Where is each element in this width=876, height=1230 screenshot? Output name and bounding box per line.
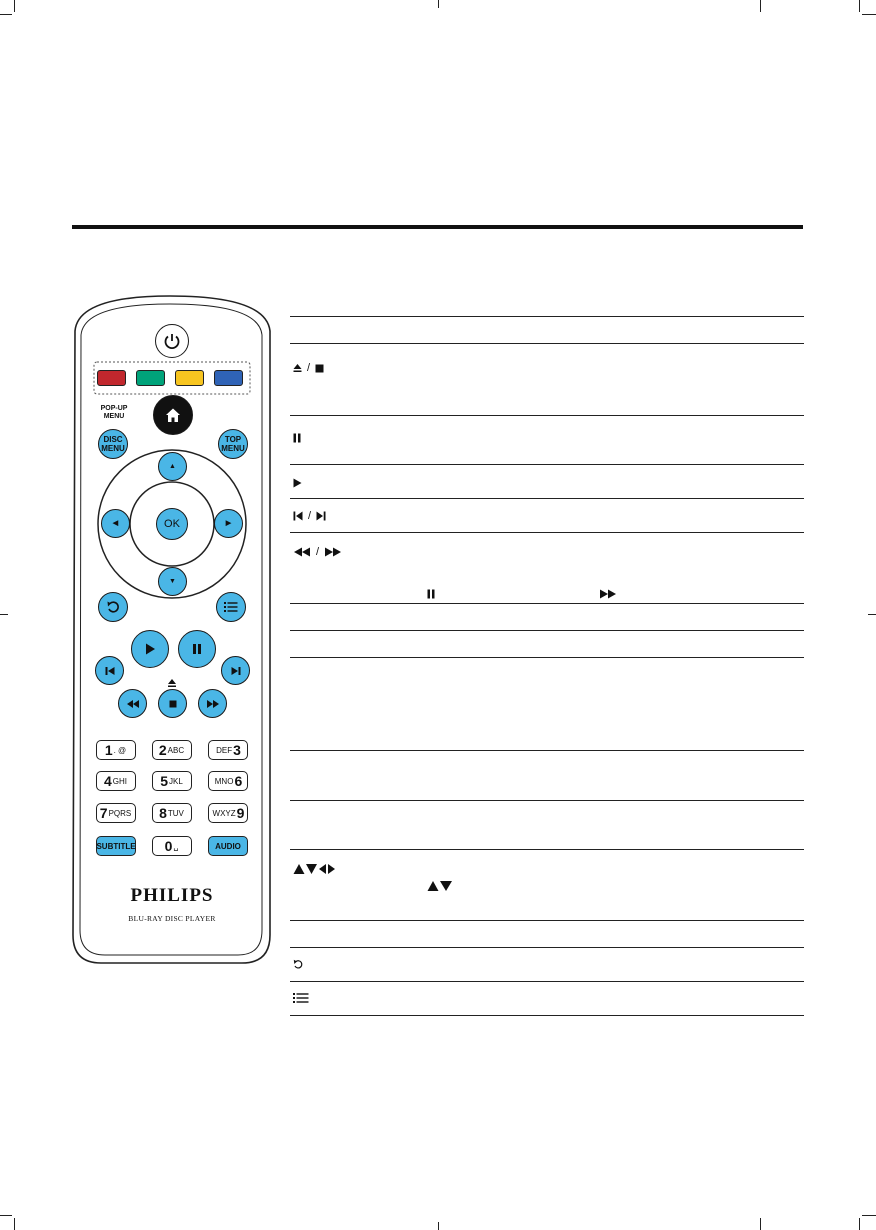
inline-fast-forward-icon [599,586,617,604]
letters-label: ABC [167,745,185,755]
nav-right-button[interactable]: ▶ [214,509,243,538]
home-icon [164,406,182,424]
digit-label: 4 [103,773,112,789]
red-button[interactable] [97,370,126,386]
options-icon [224,601,238,613]
home-button[interactable] [153,395,193,435]
table-rule [290,981,804,982]
next-icon [316,511,326,521]
inline-up-down-icon [427,879,453,897]
digit-label: 7 [99,805,108,821]
digit-label: 3 [233,742,241,758]
row-rewind-forward [293,545,342,559]
brand-logo: PHILIPS [130,885,214,906]
play-icon [293,478,302,488]
digit-4-button[interactable] [96,771,136,791]
table-rule [290,343,804,344]
digit-5-button[interactable] [152,771,192,791]
green-button[interactable] [136,370,165,386]
previous-icon [104,665,116,677]
power-icon [163,332,181,350]
disc-menu-button[interactable]: DISC MENU [98,429,128,459]
popup-menu-label: POP-UP MENU [100,405,128,420]
pause-button[interactable] [178,630,216,668]
row-pause [293,431,301,445]
table-rule [290,532,804,533]
stop-icon [315,364,324,373]
letters-label: GHI [112,776,128,786]
digit-2-button[interactable] [152,740,192,760]
table-rule [290,1015,804,1016]
table-rule [290,800,804,801]
table-rule [290,849,804,850]
table-rule [290,750,804,751]
digit-label: 1 [104,742,113,758]
digit-label: 6 [234,773,243,789]
subtitle-button[interactable]: SUBTITLE [96,836,136,856]
eject-icon [293,363,302,373]
stop-icon [168,699,178,709]
digit-label: 5 [160,773,168,789]
pause-icon [293,433,301,443]
digit-3-button[interactable] [208,740,248,760]
table-rule [290,630,804,631]
product-name: BLU-RAY DISC PLAYER [128,914,216,923]
row-play [293,476,302,490]
digit-7-button[interactable] [96,803,136,823]
zero-button[interactable] [152,836,192,856]
table-rule [290,947,804,948]
ok-button[interactable]: OK [156,508,188,540]
table-rule [290,415,804,416]
audio-button[interactable]: AUDIO [208,836,248,856]
previous-button[interactable] [95,656,124,685]
letters-label: DEF [216,745,233,755]
pause-icon [191,642,203,656]
rewind-button[interactable] [118,689,147,718]
fast-forward-button[interactable] [198,689,227,718]
separator: / [316,546,320,558]
zero-digit: 0 [164,838,173,854]
table-rule [290,316,804,317]
fast-forward-icon [324,547,342,557]
letters-label: JKL [169,776,183,786]
row-previous-next [293,509,326,523]
back-button[interactable] [98,592,128,622]
previous-icon [293,511,303,521]
separator: / [307,362,311,374]
next-icon [230,665,242,677]
table-rule [290,920,804,921]
row-navigation [293,862,337,876]
nav-down-button[interactable]: ▼ [158,567,187,596]
top-menu-button[interactable]: TOP MENU [218,429,248,459]
back-icon [106,600,120,614]
letters-label: TUV [167,808,184,818]
letters-label: . @ [113,745,127,755]
digit-9-button[interactable] [208,803,248,823]
fast-forward-icon [206,699,220,709]
table-rule [290,464,804,465]
table-rule [290,657,804,658]
space-symbol: ␣ [173,841,179,851]
digit-6-button[interactable] [208,771,248,791]
options-icon [293,992,309,1004]
digit-label: 8 [159,805,167,821]
nav-left-button[interactable]: ◀ [101,509,130,538]
play-button[interactable] [131,630,169,668]
digit-label: 2 [158,742,167,758]
options-button[interactable] [216,592,246,622]
row-eject-stop [293,361,324,375]
power-button[interactable] [155,324,189,358]
row-options [293,991,309,1005]
digit-8-button[interactable] [152,803,192,823]
navigation-arrows-icon [293,863,337,875]
inline-pause-icon [427,586,435,604]
letters-label: WXYZ [212,808,236,818]
play-icon [143,642,157,656]
letters-label: PQRS [108,808,132,818]
yellow-button[interactable] [175,370,204,386]
separator: / [308,510,312,522]
table-rule [290,603,804,604]
letters-label: MNO [214,776,234,786]
next-button[interactable] [221,656,250,685]
rewind-icon [293,547,311,557]
blue-button[interactable] [214,370,243,386]
back-icon [293,959,303,969]
table-rule [290,498,804,499]
stop-button[interactable] [158,689,187,718]
digit-1-button[interactable] [96,740,136,760]
rewind-icon [126,699,140,709]
digit-label: 9 [236,805,245,821]
row-back [293,957,303,971]
nav-up-button[interactable]: ▲ [158,452,187,481]
